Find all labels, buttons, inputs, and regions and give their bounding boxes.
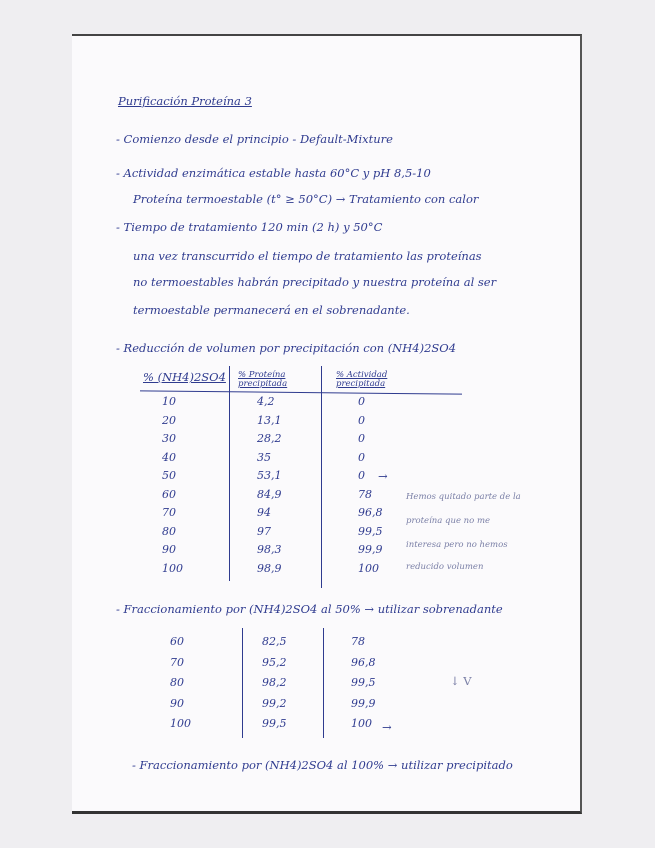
table2-cell: 99,5 xyxy=(351,676,376,689)
table1-cell: 10 xyxy=(162,395,176,408)
table1-cell: 99,9 xyxy=(358,543,383,556)
table1-cell: 94 xyxy=(257,506,271,519)
table1-cell: 70 xyxy=(162,506,176,519)
table1-cell: 0 xyxy=(358,413,365,427)
table1-header-protein: % Proteína precipitada xyxy=(238,370,288,389)
text-line: Proteína termoestable (t° ≥ 50°C) → Tratamiento con calor xyxy=(133,192,479,206)
table1-cell: 0 xyxy=(358,395,365,408)
table2-cell: 78 xyxy=(351,635,365,648)
table1-cell: 90 xyxy=(162,543,176,556)
table2-cell: 82,5 xyxy=(262,635,287,648)
margin-note-line: interesa pero no hemos xyxy=(406,540,508,550)
margin-note-line: reducido volumen xyxy=(406,562,484,572)
table2-cell: 99,9 xyxy=(351,696,376,710)
text-line: - Tiempo de tratamiento 120 min (2 h) y 50°C xyxy=(116,220,383,234)
arrow-icon: → xyxy=(378,469,388,483)
margin-note-line: proteína que no me xyxy=(406,516,491,526)
table1-header-activity: % Actividad precipitada xyxy=(336,370,388,389)
table1-cell: 40 xyxy=(162,450,176,464)
arrow-icon: → xyxy=(382,720,392,734)
table1-cell: 97 xyxy=(257,524,271,538)
table2-cell: 98,2 xyxy=(262,676,287,689)
text-line: - Fraccionamiento por (NH4)2SO4 al 100% → utilizar precipitado xyxy=(132,758,513,772)
text-line: no termoestables habrán precipitado y nuestra proteína al ser xyxy=(133,275,497,289)
check-mark-icon: ↓ V xyxy=(450,674,472,688)
table1-cell: 13,1 xyxy=(257,413,282,427)
table2-cell: 80 xyxy=(170,676,184,689)
table1-cell: 50 xyxy=(162,469,176,482)
page-title: Purificación Proteína 3 xyxy=(118,94,252,108)
text-line: - Reducción de volumen por precipitación con (NH4)2SO4 xyxy=(116,341,457,355)
table1-cell: 0 xyxy=(358,450,365,464)
table1-cell: 60 xyxy=(162,487,176,501)
table2-cell: 96,8 xyxy=(351,655,376,669)
table1-cell: 96,8 xyxy=(358,506,383,519)
table1-column-divider xyxy=(229,366,230,581)
table2-cell: 90 xyxy=(170,696,184,710)
table2-cell: 100 xyxy=(170,717,191,730)
table1-cell: 100 xyxy=(358,561,379,575)
table1-cell: 100 xyxy=(162,561,183,575)
table1-cell: 0 xyxy=(358,469,365,482)
table1-cell: 4,2 xyxy=(257,395,275,408)
table1-cell: 35 xyxy=(257,450,271,464)
table1-cell: 78 xyxy=(358,487,372,501)
table2-cell: 100 xyxy=(351,717,372,730)
table1-cell: 28,2 xyxy=(257,432,282,445)
table2-column-divider xyxy=(242,628,243,738)
text-line: - Comienzo desde el principio - Default-Mixture xyxy=(116,132,393,146)
table2-cell: 99,2 xyxy=(262,696,287,710)
table1-cell: 98,3 xyxy=(257,543,282,556)
table1-cell: 20 xyxy=(162,413,176,427)
text-line: - Actividad enzimática estable hasta 60°C y pH 8,5-10 xyxy=(116,166,431,180)
table2-cell: 99,5 xyxy=(262,717,287,730)
text-line: termoestable permanecerá en el sobrenadante. xyxy=(133,303,410,317)
table2-column-divider xyxy=(323,628,324,738)
table1-column-divider xyxy=(321,366,322,588)
table1-cell: 0 xyxy=(358,432,365,445)
table1-cell: 53,1 xyxy=(257,469,282,482)
text-line: una vez transcurrido el tiempo de tratamiento las proteínas xyxy=(133,249,482,263)
table2-cell: 70 xyxy=(170,655,184,669)
table1-header-sulfate: % (NH4)2SO4 xyxy=(143,370,226,384)
text-line: - Fraccionamiento por (NH4)2SO4 al 50% → utilizar sobrenadante xyxy=(116,602,503,616)
table2-cell: 60 xyxy=(170,635,184,648)
table1-cell: 30 xyxy=(162,432,176,445)
table1-cell: 98,9 xyxy=(257,561,282,575)
notebook-page xyxy=(72,34,582,814)
table1-cell: 99,5 xyxy=(358,524,383,538)
margin-note-line: Hemos quitado parte de la xyxy=(406,492,521,502)
table1-cell: 84,9 xyxy=(257,487,282,501)
table2-cell: 95,2 xyxy=(262,655,287,669)
table1-cell: 80 xyxy=(162,524,176,538)
